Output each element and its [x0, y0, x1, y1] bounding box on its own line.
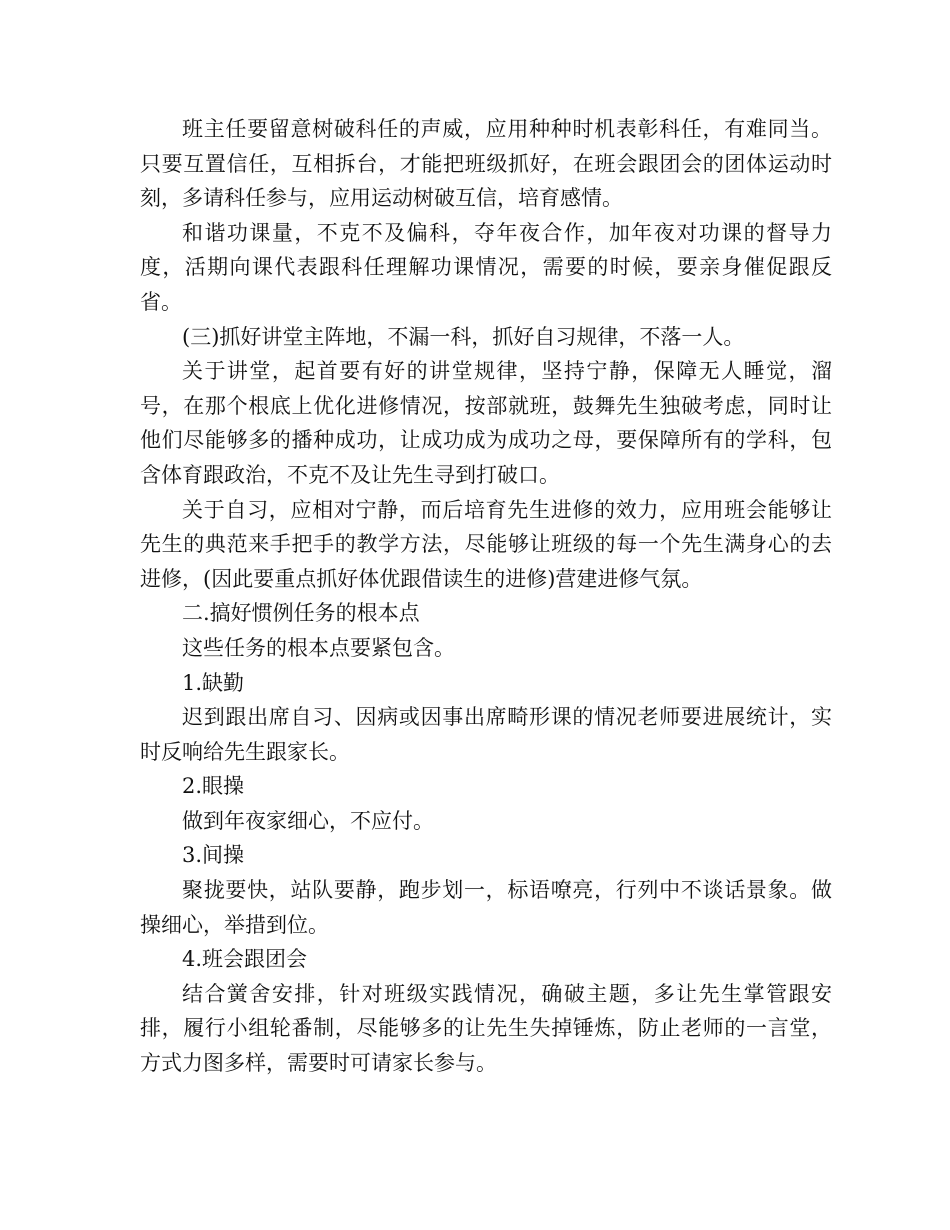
item-heading-class-meeting: 4.班会跟团会	[182, 947, 308, 972]
item-heading-attendance: 1.缺勤	[182, 670, 245, 695]
paragraph-section-three-heading: (三)抓好讲堂主阵地，不漏一科，抓好自习规律，不落一人。	[182, 324, 745, 349]
item-heading-break-exercise: 3.间操	[182, 843, 245, 868]
paragraph-basics-intro: 这些任务的根本点要紧包含。	[182, 635, 455, 660]
paragraph-break-exercise: 聚拢要快，站队要静，跑步划一，标语嘹亮，行列中不谈话景象。做操细心，举措到位。	[140, 878, 832, 937]
paragraph-class-meeting: 结合黉舍安排，针对班级实践情况，确破主题，多让先生掌管跟安排，履行小组轮番制，尽能够多的让先生失掉锤炼，防止老师的一言堂，方式力图多样，需要时可请家长参与。	[140, 981, 832, 1076]
paragraph-eye-exercise: 做到年夜家细心，不应付。	[182, 808, 434, 833]
paragraph-self-study: 关于自习，应相对宁静，而后培育先生进修的效力，应用班会能够让先生的典范来手把手的教学方法，尽能够让班级的每一个先生满身心的去进修，(因此要重点抓好体优跟借读生的进修)营建进修气氛。	[140, 497, 832, 591]
item-heading-eye-exercise: 2.眼操	[182, 774, 245, 799]
paragraph-teacher-prestige: 班主任要留意树破科任的声威，应用种种时机表彰科任，有难同当。只要互置信任，互相拆台，才能把班级抓好，在班会跟团会的团体运动时刻，多请科任参与，应用运动树破互信，培育感情。	[140, 117, 832, 211]
paragraph-classroom: 关于讲堂，起首要有好的讲堂规律，坚持宁静，保障无人睡觉，溜号，在那个根底上优化进修情况，按部就班，鼓舞先生独破考虑，同时让他们尽能够多的播种成功，让成功成为成功之母，要保障所有的学科，包含体育跟政治，不克不及让先生寻到打破口。	[140, 359, 832, 487]
document-body	[140, 112, 832, 1081]
paragraph-attendance: 迟到跟出席自习、因病或因事出席畸形课的情况老师要进展统计，实时反响给先生跟家长。	[140, 705, 832, 764]
paragraph-homework-balance: 和谐功课量，不克不及偏科，夺年夜合作，加年夜对功课的督导力度，活期向课代表跟科任理解功课情况，需要的时候，要亲身催促跟反省。	[140, 220, 832, 314]
heading-section-two: 二.搞好惯例任务的根本点	[182, 601, 420, 626]
